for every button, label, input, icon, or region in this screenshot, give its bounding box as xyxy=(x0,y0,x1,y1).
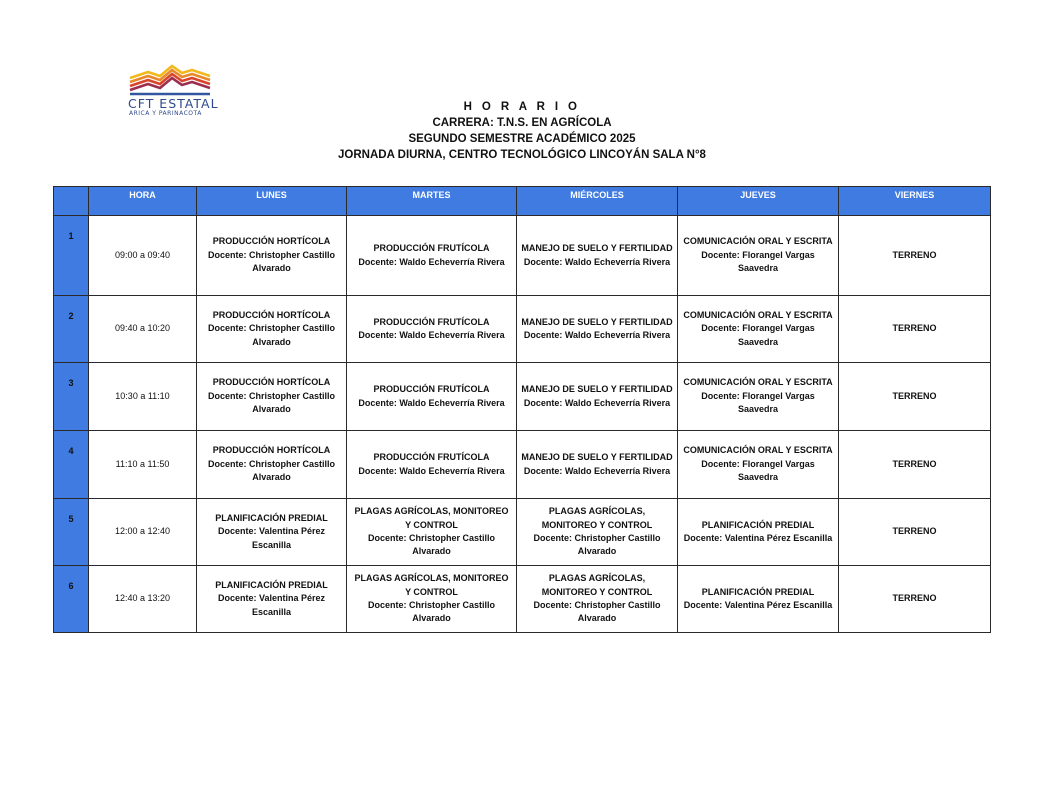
course-name: PRODUCCIÓN FRUTÍCOLA xyxy=(373,316,490,327)
class-cell-jueves xyxy=(678,216,839,296)
document-header xyxy=(0,99,1044,163)
period-time: 10:30 a 11:10 xyxy=(89,363,197,431)
class-cell-martes xyxy=(347,363,517,431)
period-number: 2 xyxy=(54,296,89,363)
teacher-name: Docente: Waldo Echeverría Rivera xyxy=(358,465,505,476)
class-cell-jueves xyxy=(678,363,839,431)
period-time: 09:40 a 10:20 xyxy=(89,296,197,363)
teacher-name: Docente: Valentina Pérez Escanilla xyxy=(683,600,833,610)
course-name: PLANIFICACIÓN PREDIAL xyxy=(701,586,815,597)
course-name: PLAGAS AGRÍCOLAS, MONITOREO Y CONTROL xyxy=(541,573,653,597)
course-name: PLANIFICACIÓN PREDIAL xyxy=(215,512,328,523)
class-cell-jueves xyxy=(678,431,839,499)
teacher-name: Docente: Valentina Pérez Escanilla xyxy=(217,593,326,617)
class-cell-viernes: TERRENO xyxy=(839,363,991,431)
table-row xyxy=(54,296,991,363)
class-cell-miercoles xyxy=(517,499,678,566)
teacher-name: Docente: Valentina Pérez Escanilla xyxy=(683,533,833,543)
class-cell-viernes: TERRENO xyxy=(839,566,991,633)
class-cell-miercoles xyxy=(517,431,678,499)
course-name: PRODUCCIÓN HORTÍCOLA xyxy=(212,377,331,388)
class-cell-martes xyxy=(347,216,517,296)
document-title: H O R A R I O xyxy=(463,101,581,113)
course-name: PRODUCCIÓN HORTÍCOLA xyxy=(212,309,331,320)
class-cell-martes xyxy=(347,499,517,566)
class-cell-viernes: TERRENO xyxy=(839,296,991,363)
course-name: MANEJO DE SUELO Y FERTILIDAD xyxy=(521,316,673,327)
teacher-name: Docente: Christopher Castillo Alvarado xyxy=(533,533,661,557)
course-name: PLANIFICACIÓN PREDIAL xyxy=(215,579,328,590)
class-cell-miercoles xyxy=(517,566,678,633)
class-cell-lunes xyxy=(197,216,347,296)
period-time: 09:00 a 09:40 xyxy=(89,216,197,296)
class-cell-martes xyxy=(347,431,517,499)
teacher-name: Docente: Florangel Vargas Saavedra xyxy=(701,249,815,274)
column-header-miercoles: MIÉRCOLES xyxy=(517,187,678,216)
table-row xyxy=(54,499,991,566)
course-name: MANEJO DE SUELO Y FERTILIDAD xyxy=(521,452,673,463)
course-name: PRODUCCIÓN FRUTÍCOLA xyxy=(373,243,490,254)
table-row xyxy=(54,566,991,633)
logo-subtitle: ARICA Y PARINACOTA xyxy=(129,110,202,117)
class-cell-viernes: TERRENO xyxy=(839,431,991,499)
teacher-name: Docente: Waldo Echeverría Rivera xyxy=(358,330,505,340)
career-line: CARRERA: T.N.S. EN AGRÍCOLA xyxy=(432,117,612,129)
teacher-name: Docente: Christopher Castillo Alvarado xyxy=(207,390,335,415)
teacher-name: Docente: Christopher Castillo Alvarado xyxy=(533,600,661,624)
teacher-name: Docente: Waldo Echeverría Rivera xyxy=(523,330,671,340)
column-header-lunes: LUNES xyxy=(197,187,347,216)
class-cell-lunes xyxy=(197,499,347,566)
period-number: 1 xyxy=(54,216,89,296)
course-name: MANEJO DE SUELO Y FERTILIDAD xyxy=(521,384,673,395)
period-time: 12:40 a 13:20 xyxy=(89,566,197,633)
teacher-name: Docente: Valentina Pérez Escanilla xyxy=(217,526,326,550)
course-name: COMUNICACIÓN ORAL Y ESCRITA xyxy=(683,309,833,320)
teacher-name: Docente: Waldo Echeverría Rivera xyxy=(523,397,671,408)
period-time: 11:10 a 11:50 xyxy=(89,431,197,499)
period-number: 3 xyxy=(54,363,89,431)
course-name: PLAGAS AGRÍCOLAS, MONITOREO Y CONTROL xyxy=(354,506,509,530)
class-cell-jueves xyxy=(678,499,839,566)
course-name: PLAGAS AGRÍCOLAS, MONITOREO Y CONTROL xyxy=(541,506,653,530)
class-cell-jueves xyxy=(678,296,839,363)
class-cell-lunes xyxy=(197,296,347,363)
schedule-location-line: JORNADA DIURNA, CENTRO TECNOLÓGICO LINCOYÁN SALA N°8 xyxy=(338,149,706,161)
period-number: 4 xyxy=(54,431,89,499)
logo-title: CFT ESTATAL xyxy=(128,96,219,111)
class-cell-lunes xyxy=(197,363,347,431)
class-cell-miercoles xyxy=(517,216,678,296)
teacher-name: Docente: Florangel Vargas Saavedra xyxy=(701,458,815,483)
column-header-viernes: VIERNES xyxy=(839,187,991,216)
table-row xyxy=(54,363,991,431)
course-name: COMUNICACIÓN ORAL Y ESCRITA xyxy=(683,236,833,247)
class-cell-miercoles xyxy=(517,296,678,363)
teacher-name: Docente: Christopher Castillo Alvarado xyxy=(367,600,495,624)
class-cell-viernes: TERRENO xyxy=(839,499,991,566)
teacher-name: Docente: Waldo Echeverría Rivera xyxy=(523,256,671,267)
class-cell-martes xyxy=(347,566,517,633)
schedule-table xyxy=(53,186,991,633)
teacher-name: Docente: Florangel Vargas Saavedra xyxy=(701,323,815,347)
course-name: PLAGAS AGRÍCOLAS, MONITOREO Y CONTROL xyxy=(354,573,509,597)
semester-line: SEGUNDO SEMESTRE ACADÉMICO 2025 xyxy=(408,133,636,145)
class-cell-lunes xyxy=(197,566,347,633)
teacher-name: Docente: Florangel Vargas Saavedra xyxy=(701,390,815,415)
class-cell-lunes xyxy=(197,431,347,499)
teacher-name: Docente: Waldo Echeverría Rivera xyxy=(523,465,671,476)
class-cell-jueves xyxy=(678,566,839,633)
course-name: PRODUCCIÓN FRUTÍCOLA xyxy=(373,452,490,463)
mountain-logo-icon xyxy=(126,64,216,96)
column-header-martes: MARTES xyxy=(347,187,517,216)
course-name: PLANIFICACIÓN PREDIAL xyxy=(701,519,815,530)
class-cell-viernes: TERRENO xyxy=(839,216,991,296)
course-name: PRODUCCIÓN FRUTÍCOLA xyxy=(373,384,490,395)
period-time: 12:00 a 12:40 xyxy=(89,499,197,566)
column-header-hora: HORA xyxy=(89,187,197,216)
teacher-name: Docente: Christopher Castillo Alvarado xyxy=(367,533,495,557)
table-row xyxy=(54,216,991,296)
teacher-name: Docente: Christopher Castillo Alvarado xyxy=(207,458,335,483)
course-name: COMUNICACIÓN ORAL Y ESCRITA xyxy=(683,377,833,388)
table-header-row xyxy=(54,187,991,216)
column-header-number xyxy=(54,187,89,216)
course-name: COMUNICACIÓN ORAL Y ESCRITA xyxy=(683,445,833,456)
course-name: PRODUCCIÓN HORTÍCOLA xyxy=(212,445,331,456)
course-name: PRODUCCIÓN HORTÍCOLA xyxy=(212,236,331,247)
period-number: 6 xyxy=(54,566,89,633)
class-cell-martes xyxy=(347,296,517,363)
table-row xyxy=(54,431,991,499)
teacher-name: Docente: Waldo Echeverría Rivera xyxy=(358,256,505,267)
period-number: 5 xyxy=(54,499,89,566)
column-header-jueves: JUEVES xyxy=(678,187,839,216)
teacher-name: Docente: Christopher Castillo Alvarado xyxy=(207,323,335,347)
teacher-name: Docente: Waldo Echeverría Rivera xyxy=(358,397,505,408)
teacher-name: Docente: Christopher Castillo Alvarado xyxy=(207,249,335,274)
course-name: MANEJO DE SUELO Y FERTILIDAD xyxy=(521,243,673,254)
class-cell-miercoles xyxy=(517,363,678,431)
